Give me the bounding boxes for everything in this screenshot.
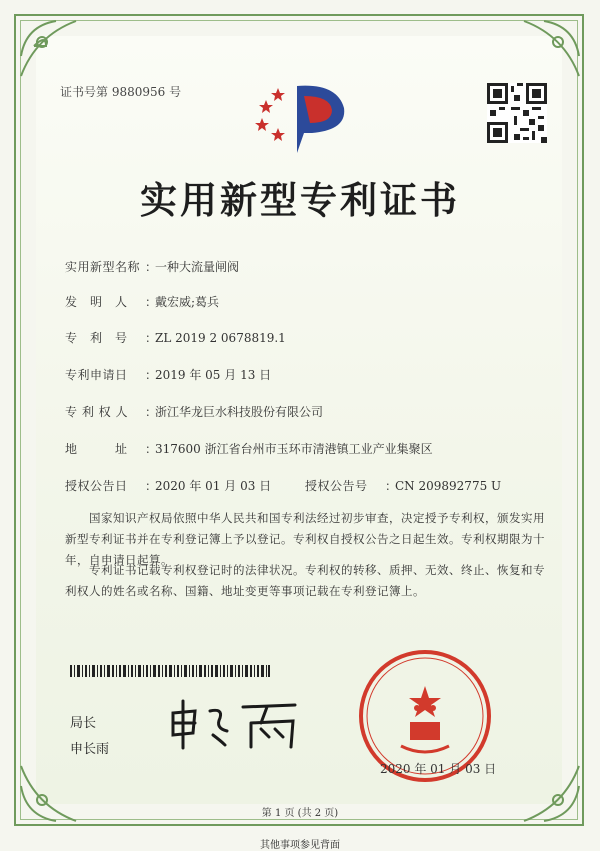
certificate-title: 实用新型专利证书 bbox=[140, 179, 460, 222]
field-value: 戴宏威;葛兵 bbox=[155, 295, 220, 309]
field-value: 2020 年 01 月 03 日 bbox=[155, 479, 272, 493]
signatory-name: 申长雨 bbox=[70, 742, 110, 757]
field-label: 专利申请日 bbox=[65, 368, 128, 382]
signatory-title: 局长 bbox=[70, 716, 97, 731]
handwritten-signature bbox=[165, 693, 305, 753]
legal-paragraph-1: 国家知识产权局依照中华人民共和国专利法经过初步审查，决定授予专利权，颁发实用新型专利证书并在专利登记簿上予以登记。专利权自授权公告之日起生效。专利权期限为十年，自申请日起算。 bbox=[65, 511, 545, 567]
field-label: 发 明 人 bbox=[65, 295, 128, 309]
field-announcement-number: 授权公告号 ：CN 209892775 U bbox=[305, 479, 502, 493]
field-label: 地 址 bbox=[65, 442, 128, 456]
page-number: 第 1 页 (共 2 页) bbox=[261, 808, 339, 819]
field-label: 授权公告号 bbox=[305, 479, 368, 493]
barcode-icon bbox=[70, 662, 270, 674]
field-inventor: 发 明 人 ：戴宏威;葛兵 bbox=[65, 295, 220, 309]
cert-no-suffix: 号 bbox=[169, 85, 182, 99]
footer-note: 其他事项参见背面 bbox=[260, 840, 340, 851]
field-patentee: 专 利 权 人 ：浙江华龙巨水科技股份有限公司 bbox=[65, 405, 324, 419]
field-value: 317600 浙江省台州市玉环市清港镇工业产业集聚区 bbox=[155, 442, 433, 456]
field-application-date: 专利申请日 ：2019 年 05 月 13 日 bbox=[65, 368, 272, 382]
seal-date: 2020 年 01 月 03 日 bbox=[380, 762, 497, 776]
field-value: ZL 2019 2 0678819.1 bbox=[155, 331, 286, 345]
cert-no-value: 9880956 bbox=[111, 85, 166, 99]
field-label: 实用新型名称 bbox=[65, 260, 141, 274]
field-grant-date: 授权公告日 ：2020 年 01 月 03 日 bbox=[65, 479, 272, 493]
qr-code-icon bbox=[487, 83, 547, 143]
cert-no-label: 证书号第 bbox=[60, 85, 109, 99]
patent-office-logo-icon bbox=[252, 78, 352, 156]
field-label: 授权公告日 bbox=[65, 479, 128, 493]
field-label: 专 利 权 人 bbox=[65, 405, 128, 419]
certificate-number bbox=[60, 83, 181, 100]
field-address: 地 址 ：317600 浙江省台州市玉环市清港镇工业产业集聚区 bbox=[65, 442, 433, 456]
field-value: 2019 年 05 月 13 日 bbox=[155, 368, 272, 382]
field-value: 一种大流量闸阀 bbox=[155, 260, 240, 274]
legal-paragraph-2: 专利证书记载专利权登记时的法律状况。专利权的转移、质押、无效、终止、恢复和专利权人的姓名或名称、国籍、地址变更等事项记载在专利登记簿上。 bbox=[65, 563, 545, 598]
field-patent-number: 专 利 号 ：ZL 2019 2 0678819.1 bbox=[65, 331, 286, 345]
field-utility-model-name: 实用新型名称 ：一种大流量闸阀 bbox=[65, 260, 240, 274]
field-value: 浙江华龙巨水科技股份有限公司 bbox=[155, 405, 324, 419]
field-value: CN 209892775 U bbox=[395, 479, 502, 493]
field-label: 专 利 号 bbox=[65, 331, 128, 345]
